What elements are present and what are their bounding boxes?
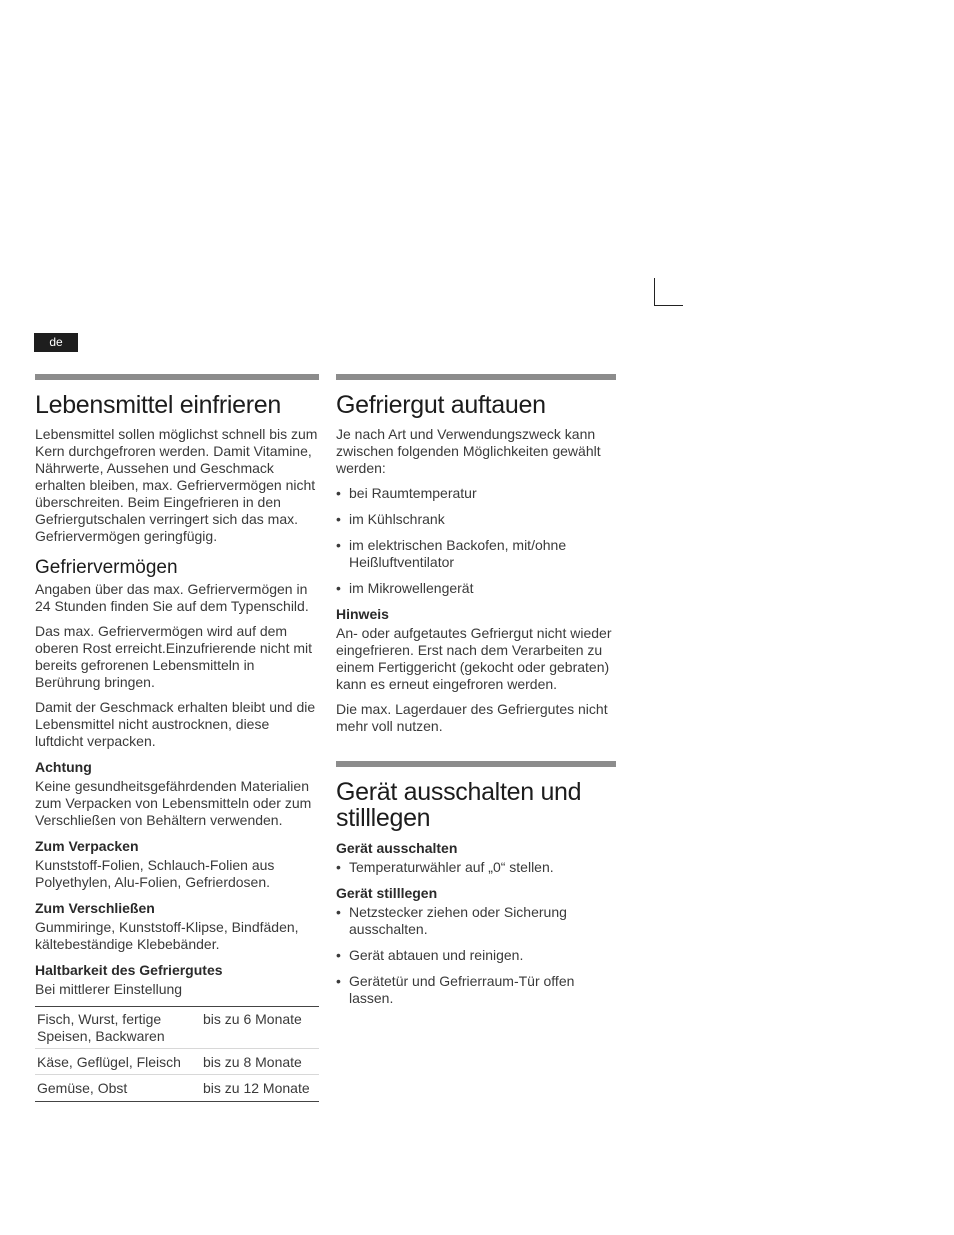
section-bar: [336, 761, 616, 767]
table-cell-food: Fisch, Wurst, fertige Speisen, Backwaren: [35, 1007, 193, 1050]
caution-text: Keine gesundheitsgefährdenden Materialien zum Verpacken von Lebensmitteln oder zum Verschließen von Behältern verwenden.: [35, 778, 312, 828]
heading-switch-off: Gerät ausschalten: [336, 840, 458, 856]
list-item: [336, 537, 616, 571]
middle-column: [336, 374, 616, 1016]
table-cell-duration: bis zu 8 Monate: [193, 1050, 319, 1076]
list-item-text: Temperaturwähler auf „0“ stellen.: [349, 859, 554, 875]
list-item: [336, 904, 616, 938]
freezing-intro: Lebensmittel sollen möglichst schnell bis zum Kern durchgefroren werden. Damit Vitamine, Nährwerte, Aussehen und Geschmack erhalten bleiben, max. Gefriervermögen nicht überschreiten. Beim Eingefrieren in den Gefriergutschalen verringert sich das max. Gefriervermögen geringfügig.: [35, 426, 318, 544]
section-bar: [35, 374, 319, 380]
language-badge: de: [34, 333, 78, 352]
table-cell-food: Käse, Geflügel, Fleisch: [35, 1050, 193, 1076]
bullet: •: [336, 973, 341, 989]
list-item-text: bei Raumtemperatur: [349, 485, 477, 501]
switch-off-steps: [336, 859, 616, 876]
heading-sealing: Zum Verschließen: [35, 900, 155, 916]
list-item: [336, 580, 616, 597]
bullet: •: [336, 859, 341, 875]
thaw-options-list: [336, 485, 616, 597]
table-cell-duration: bis zu 12 Monate: [203, 1080, 310, 1096]
table-cell-food: Gemüse, Obst: [37, 1080, 128, 1096]
section-bar: [336, 374, 616, 380]
list-item-text: im Mikrowellengerät: [349, 580, 474, 596]
section-title-shutdown: [336, 779, 616, 831]
bullet: •: [336, 485, 341, 501]
list-item-text: im Kühlschrank: [349, 511, 445, 527]
shelf-life-table: [35, 1006, 319, 1102]
capacity-p1: Angaben über das max. Gefriervermögen in 24 Stunden finden Sie auf dem Typenschild.: [35, 581, 309, 614]
note-p1: An- oder aufgetautes Gefriergut nicht wieder eingefrieren. Erst nach dem Verarbeiten zu einem Fertiggericht (gekocht oder gebraten) kann es erneut eingefroren werden.: [336, 625, 612, 692]
bullet: •: [336, 511, 341, 527]
shelf-life-subtitle: Bei mittlerer Einstellung: [35, 981, 183, 997]
bullet: •: [336, 537, 341, 553]
heading-capacity: Gefriervermögen: [35, 557, 178, 578]
list-item-text: Gerätetür und Gefrierraum-Tür offen lassen.: [349, 973, 575, 1006]
table-row: [35, 1007, 319, 1050]
list-item: [336, 973, 616, 1007]
note-p2: Die max. Lagerdauer des Gefriergutes nicht mehr voll nutzen.: [336, 701, 608, 734]
section-title-freezing: Lebensmittel einfrieren: [35, 391, 282, 419]
table-row: [35, 1050, 319, 1076]
list-item: [336, 511, 616, 528]
capacity-p2: Das max. Gefriervermögen wird auf dem oberen Rost erreicht.Einzufrierende nicht mit bereits gefrorenen Lebensmitteln in Berührung bringen.: [35, 623, 313, 690]
heading-note: Hinweis: [336, 606, 389, 622]
section-title-thawing: Gefriergut auftauen: [336, 391, 546, 419]
heading-decommission: Gerät stilllegen: [336, 885, 438, 901]
title-line: Gerät ausschalten und: [336, 778, 582, 806]
list-item: [336, 947, 616, 964]
list-item: [336, 485, 616, 502]
list-item-text: Gerät abtauen und reinigen.: [349, 947, 524, 963]
sealing-text: Gummiringe, Kunststoff-Klipse, Bindfäden, kältebeständige Klebebänder.: [35, 919, 299, 952]
list-item-text: Netzstecker ziehen oder Sicherung ausschalten.: [349, 904, 567, 937]
bullet: •: [336, 904, 341, 920]
capacity-p3: Damit der Geschmack erhalten bleibt und die Lebensmittel nicht austrocknen, diese luftdicht verpacken.: [35, 699, 316, 749]
thaw-intro: Je nach Art und Verwendungszweck kann zwischen folgenden Möglichkeiten gewählt werden:: [336, 426, 601, 476]
list-item: [336, 859, 616, 876]
list-item-text: im elektrischen Backofen, mit/ohne Heißluftventilator: [349, 537, 567, 570]
packing-text: Kunststoff-Folien, Schlauch-Folien aus Polyethylen, Alu-Folien, Gefrierdosen.: [35, 857, 275, 890]
left-column: [35, 374, 319, 1102]
crop-mark: [654, 278, 683, 306]
title-line: stilllegen: [336, 804, 431, 832]
bullet: •: [336, 580, 341, 596]
heading-caution: Achtung: [35, 759, 92, 775]
table-row: [35, 1076, 319, 1102]
table-cell-duration: bis zu 6 Monate: [193, 1007, 319, 1050]
heading-packing: Zum Verpacken: [35, 838, 139, 854]
heading-shelf-life: Haltbarkeit des Gefriergutes: [35, 962, 223, 978]
bullet: •: [336, 947, 341, 963]
decommission-steps: [336, 904, 616, 1007]
